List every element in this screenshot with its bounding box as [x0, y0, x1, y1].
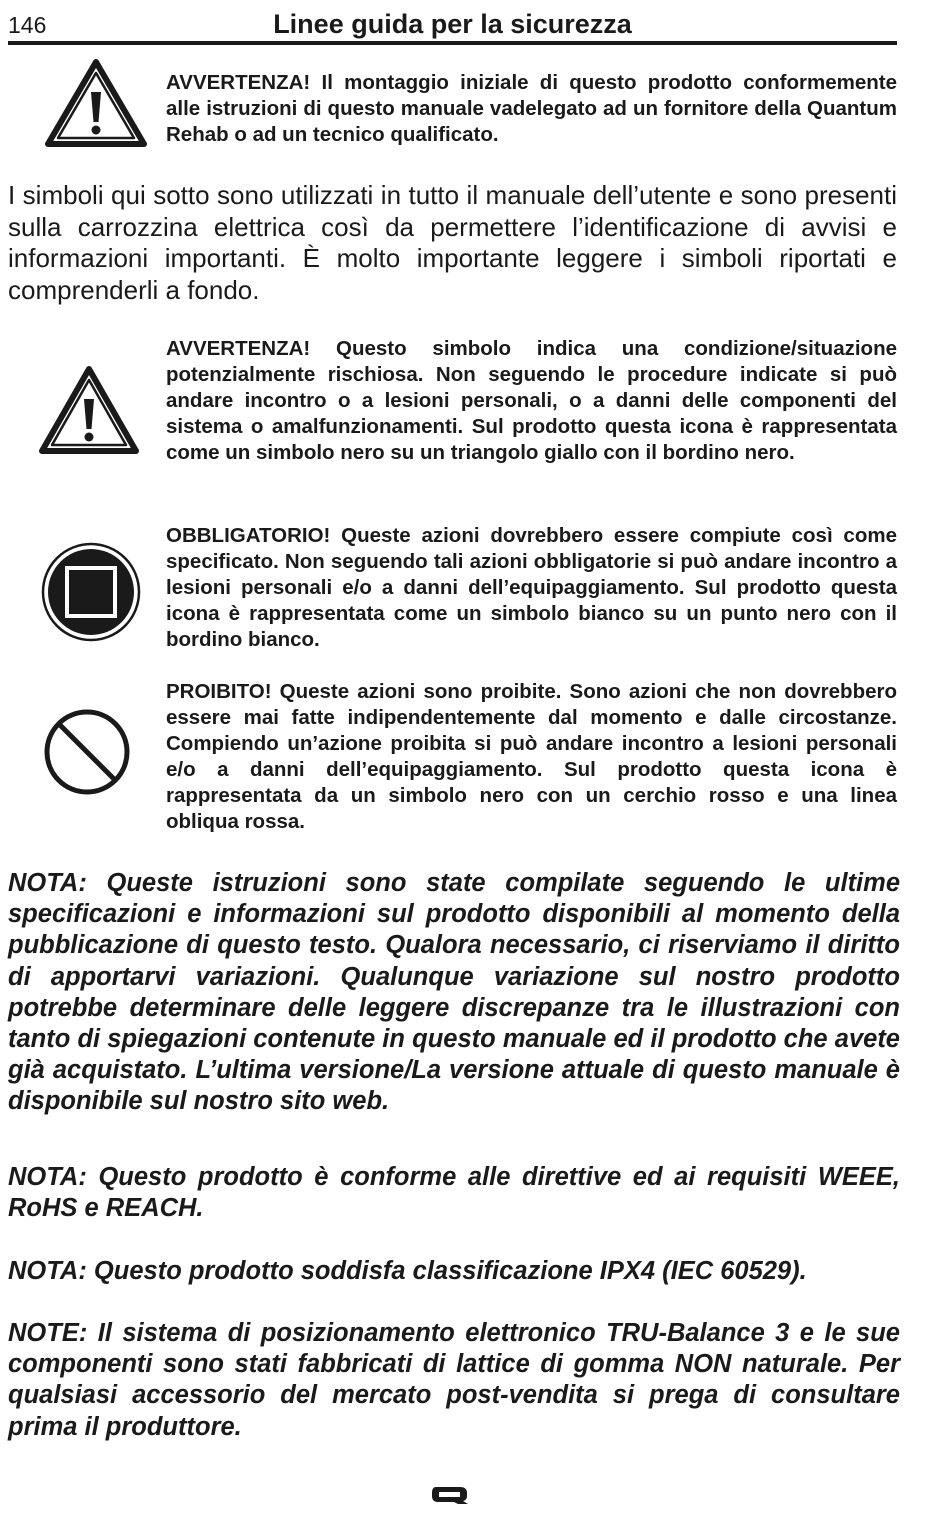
mandatory-square-icon: [40, 541, 142, 643]
warning-symbol-description: AVVERTENZA! Questo simbolo indica una condizione/situazione potenzialmente rischiosa. Non seguendo le procedure indicate si può andare incontro o a lesioni personali, o a danni delle componenti del sistema o amalfunzionamenti. Sul prodotto questa icona è rappresentata come un simbolo nero su un triangolo giallo con il bordino nero.: [166, 337, 897, 464]
note-ipx4: NOTA: Questo prodotto soddisfa classificazione IPX4 (IEC 60529).: [8, 1257, 807, 1285]
note-compliance: NOTA: Questo prodotto è conforme alle direttive ed ai requisiti WEEE, RoHS e REACH.: [8, 1163, 900, 1223]
warning-triangle-icon: [38, 365, 140, 457]
note-specifications: NOTA: Queste istruzioni sono state compilate seguendo le ultime specificazioni e informazioni sul prodotto disponibili al momento della pubblicazione di questo testo. Qualora necessario, ci riserviamo il diritto di apportarvi variazioni. Qualunque variazione sul nostro prodotto potrebbe determinare delle leggere discrepanze tra le illustrazioni con tanto di spiegazioni contenute in questo manuale ed il prodotto che avete già acquistato. L’ultima versione/La versione attuale di questo manuale è disponibile sul nostro sito web.: [8, 869, 900, 1116]
mandatory-symbol-description: OBBLIGATORIO! Queste azioni dovrebbero essere compiute così come specificato. Non seguendo tali azioni obbligatorie si può andare incontro a lesioni personali e/o a danni dell’equipaggiamento. Sul prodotto questa icona è rappresentata come un simbolo bianco su un punto nero con il bordino bianco.: [166, 524, 897, 651]
initial-assembly-warning: AVVERTENZA! Il montaggio iniziale di questo prodotto conformemente alle istruzioni di questo manuale vadelegato ad un fornitore della Quantum Rehab o ad un tecnico qualificato.: [166, 71, 897, 146]
page-header: [8, 6, 897, 44]
warning-triangle-icon: [44, 58, 148, 150]
page-number: 146: [8, 12, 47, 38]
page-title: Linee guida per la sicurezza: [273, 9, 632, 39]
note-latex: NOTE: Il sistema di posizionamento elettronico TRU-Balance 3 e le sue componenti sono stati fabbricati di lattice di gomma NON naturale. Per qualsiasi accessorio del mercato post-vendita si prega di consultare prima il produttore.: [8, 1319, 900, 1441]
header-rule: [8, 41, 897, 45]
prohibited-circle-icon: [42, 707, 132, 797]
symbols-intro-paragraph: I simboli qui sotto sono utilizzati in tutto il manuale dell’utente e sono presenti sulla carrozzina elettrica così da permettere l’identificazione di avvisi e informazioni importanti. È molto importante leggere i simboli riportati e comprenderli a fondo.: [8, 180, 897, 305]
prohibited-symbol-description: PROIBITO! Queste azioni sono proibite. Sono azioni che non dovrebbero essere mai fatte indipendentemente dal momento e dalle circostanze. Compiendo un’azione proibita si può andare incontro a lesioni personali e/o a danni dell’equipaggiamento. Sul prodotto questa icona è rappresentata da un simbolo nero con un cerchio rosso e una linea obliqua rossa.: [166, 680, 897, 833]
quantum-logo-icon: [430, 1485, 470, 1510]
